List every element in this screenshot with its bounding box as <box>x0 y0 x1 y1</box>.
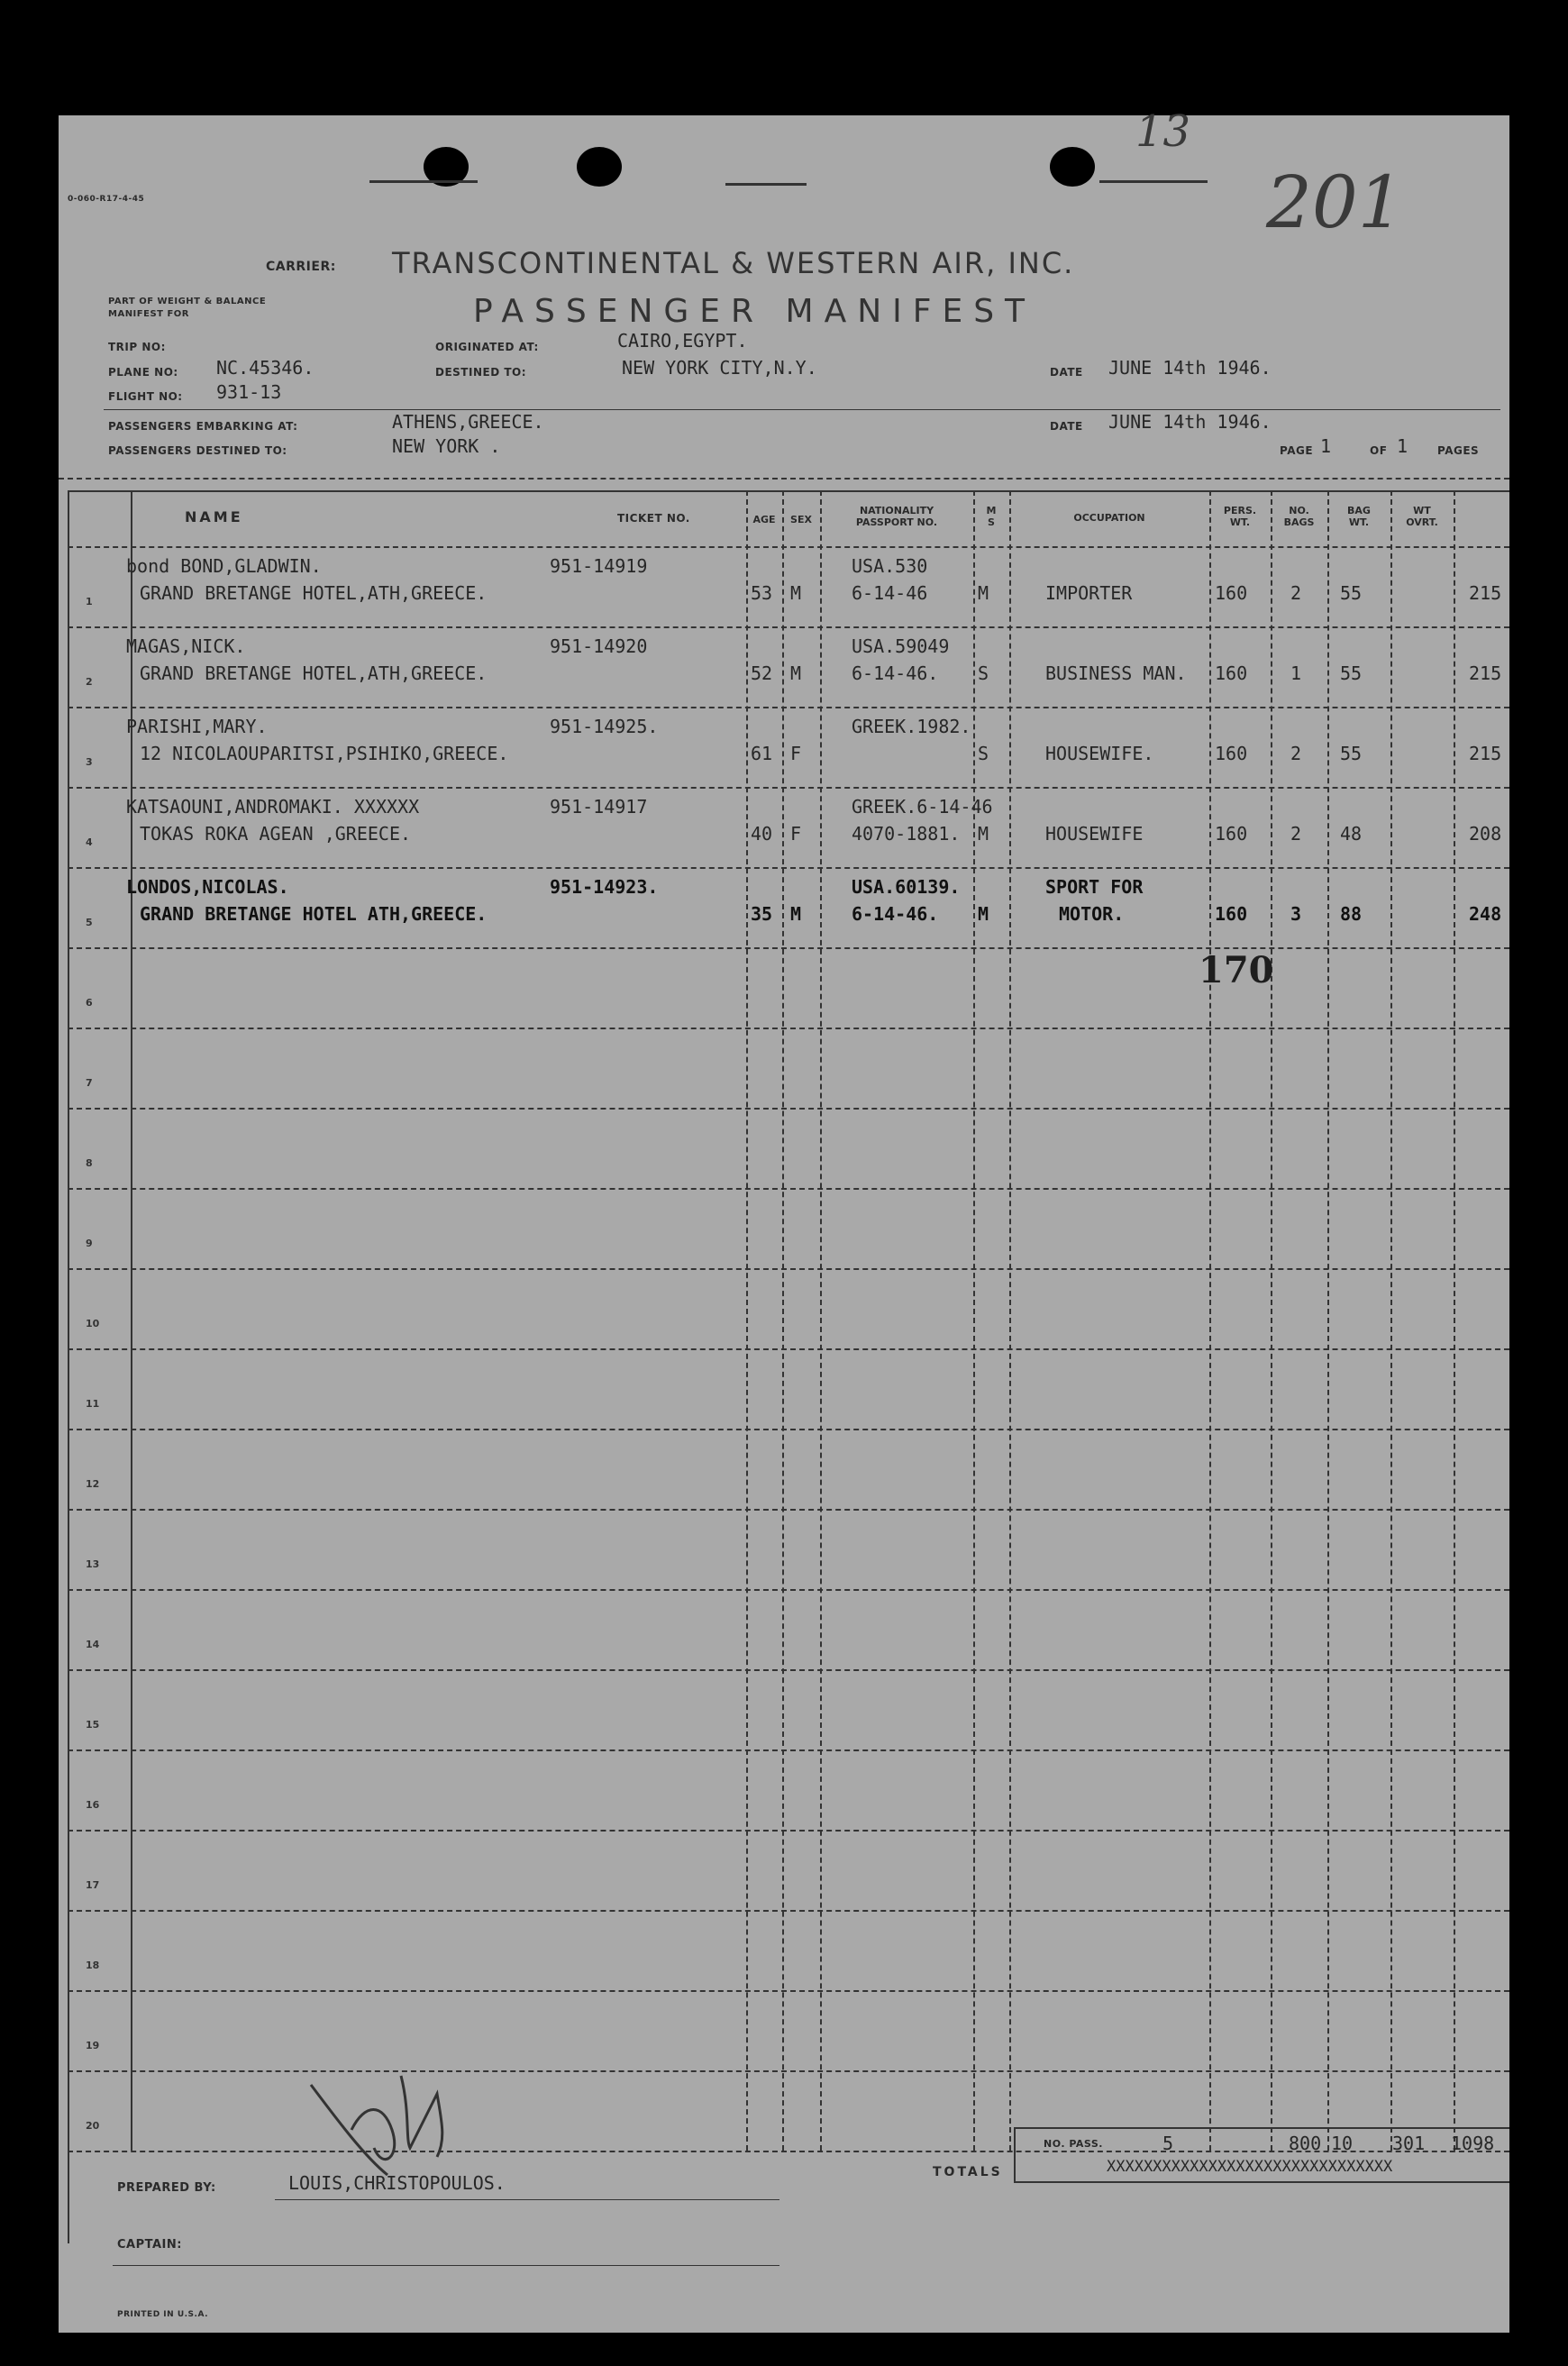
passenger-age: 40 <box>751 823 773 845</box>
passenger-ms: S <box>978 662 989 684</box>
date-value-1: JUNE 14th 1946. <box>1108 357 1272 379</box>
row-number: 11 <box>86 1398 100 1410</box>
passenger-occ1: SPORT FOR <box>1045 876 1144 898</box>
punch-hole <box>1050 147 1095 187</box>
manifest-note-1: PART OF WEIGHT & BALANCE <box>108 297 267 306</box>
prepared-by-value: LOUIS,CHRISTOPOULOS. <box>288 2172 506 2194</box>
trip-no-label: TRIP NO: <box>108 341 166 353</box>
passenger-bagwt: 55 <box>1340 743 1363 764</box>
passenger-occ1: BUSINESS MAN. <box>1045 662 1187 684</box>
row-number: 9 <box>86 1238 93 1249</box>
carrier-name: TRANSCONTINENTAL & WESTERN AIR, INC. <box>392 246 1075 280</box>
passenger-nat1: USA.59049 <box>852 635 950 657</box>
passenger-line1: KATSAOUNI,ANDROMAKI. XXXXXX <box>126 796 420 818</box>
page-number: 1 <box>1320 435 1332 457</box>
captain-label: CAPTAIN: <box>117 2238 182 2252</box>
passenger-line1: bond BOND,GLADWIN. <box>126 555 322 577</box>
passenger-line1: MAGAS,NICK. <box>126 635 246 657</box>
passenger-pers: 160 <box>1215 662 1248 684</box>
originated-at-label: ORIGINATED AT: <box>435 341 539 353</box>
passenger-line2: 12 NICOLAOUPARITSI,PSIHIKO,GREECE. <box>140 743 509 764</box>
col-header-name: NAME <box>185 508 243 525</box>
destined-to-pass-value: NEW YORK . <box>392 435 501 457</box>
passenger-ms: M <box>978 903 989 925</box>
passenger-occ2: MOTOR. <box>1059 903 1125 925</box>
col-header-nationality: NATIONALITY PASSPORT NO. <box>855 505 938 528</box>
row-number: 4 <box>86 836 93 848</box>
col-header-no-bags: NO. BAGS <box>1283 505 1315 528</box>
passenger-bagwt: 55 <box>1340 582 1363 604</box>
page-label: PAGE <box>1280 444 1314 457</box>
passenger-bagwt: 55 <box>1340 662 1363 684</box>
handwritten-mark: 13 <box>1135 106 1191 157</box>
passenger-bags: 2 <box>1290 823 1302 845</box>
passenger-occ1: HOUSEWIFE <box>1045 823 1144 845</box>
col-header-ticket: TICKET NO. <box>617 512 690 525</box>
form-code: 0-060-R17-4-45 <box>68 195 145 204</box>
passenger-nat1: USA.530 <box>852 555 928 577</box>
row-number: 3 <box>86 756 93 768</box>
flight-no-value: 931-13 <box>216 381 282 403</box>
passenger-ticket: 951-14919 <box>550 555 648 577</box>
passenger-line1: PARISHI,MARY. <box>126 716 268 737</box>
row-number: 10 <box>86 1318 100 1329</box>
total-pers-wt: 800 <box>1289 2133 1322 2154</box>
passenger-ms: M <box>978 823 989 845</box>
row-number: 1 <box>86 596 93 607</box>
printed-note: PRINTED IN U.S.A. <box>117 2310 208 2319</box>
passenger-nat2: 4070-1881. <box>852 823 961 845</box>
passenger-pers: 160 <box>1215 903 1248 925</box>
passenger-ticket: 951-14923. <box>550 876 659 898</box>
row-number: 17 <box>86 1879 100 1891</box>
passenger-sex: F <box>790 743 802 764</box>
row-number: 12 <box>86 1478 100 1490</box>
destined-to-pass-label: PASSENGERS DESTINED TO: <box>108 444 287 457</box>
page-total: 1 <box>1397 435 1408 457</box>
passenger-bagwt: 88 <box>1340 903 1363 925</box>
embarking-at-label: PASSENGERS EMBARKING AT: <box>108 420 298 433</box>
plane-no-label: PLANE NO: <box>108 366 178 379</box>
passenger-nat1: GREEK.1982. <box>852 716 971 737</box>
document-title: PASSENGER MANIFEST <box>473 293 1036 330</box>
flight-no-label: FLIGHT NO: <box>108 390 183 403</box>
passenger-bags: 1 <box>1290 662 1302 684</box>
passenger-nat1: GREEK.6-14-46 <box>852 796 993 818</box>
row-number: 18 <box>86 1959 100 1971</box>
date-label-2: DATE <box>1050 420 1083 433</box>
total-no-pass: 5 <box>1162 2133 1174 2154</box>
passenger-nat2: 6-14-46. <box>852 662 939 684</box>
handwritten-page-number: 201 <box>1266 160 1404 244</box>
passenger-wt: 208 <box>1469 823 1502 845</box>
passenger-ticket: 951-14925. <box>550 716 659 737</box>
passenger-ticket: 951-14917 <box>550 796 648 818</box>
passenger-ms: S <box>978 743 989 764</box>
row-number: 13 <box>86 1558 100 1570</box>
row-number: 7 <box>86 1077 93 1089</box>
passenger-bags: 2 <box>1290 743 1302 764</box>
row-number: 6 <box>86 997 93 1009</box>
passenger-wt: 248 <box>1469 903 1502 925</box>
passenger-age: 52 <box>751 662 773 684</box>
row-number: 15 <box>86 1719 100 1731</box>
row-number: 19 <box>86 2040 100 2051</box>
date-label-1: DATE <box>1050 366 1083 379</box>
passenger-sex: M <box>790 662 802 684</box>
col-header-wt-ovrt: WT OVRT. <box>1406 505 1438 528</box>
destined-to-value: NEW YORK CITY,N.Y. <box>622 357 817 379</box>
manifest-note-2: MANIFEST FOR <box>108 309 189 319</box>
passenger-sex: F <box>790 823 802 845</box>
plane-no-value: NC.45346. <box>216 357 315 379</box>
passenger-sex: M <box>790 582 802 604</box>
destined-to-label: DESTINED TO: <box>435 366 527 379</box>
totals-strike: XXXXXXXXXXXXXXXXXXXXXXXXXXXXXXX <box>1107 2158 1393 2176</box>
passenger-pers: 160 <box>1215 743 1248 764</box>
passenger-bags: 3 <box>1290 903 1302 925</box>
of-label: OF <box>1370 444 1388 457</box>
passenger-ms: M <box>978 582 989 604</box>
passenger-nat2: 6-14-46. <box>852 903 939 925</box>
total-wt-ovrt: 1098 <box>1451 2133 1495 2154</box>
passenger-line2: GRAND BRETANGE HOTEL,ATH,GREECE. <box>140 582 488 604</box>
col-header-ms: M S <box>986 505 997 528</box>
passenger-bagwt: 48 <box>1340 823 1363 845</box>
passenger-nat2: 6-14-46 <box>852 582 928 604</box>
passenger-wt: 215 <box>1469 662 1502 684</box>
passenger-pers: 160 <box>1215 823 1248 845</box>
col-header-pers-wt: PERS. WT. <box>1223 505 1257 528</box>
passenger-occ1: IMPORTER <box>1045 582 1133 604</box>
passenger-pers: 160 <box>1215 582 1248 604</box>
no-pass-label: NO. PASS. <box>1044 2138 1103 2150</box>
carrier-label: CARRIER: <box>266 260 336 274</box>
row-number: 16 <box>86 1799 100 1811</box>
col-header-sex: SEX <box>790 514 812 525</box>
row-number: 8 <box>86 1157 93 1169</box>
passenger-nat1: USA.60139. <box>852 876 961 898</box>
passenger-bags: 2 <box>1290 582 1302 604</box>
passenger-age: 53 <box>751 582 773 604</box>
punch-hole <box>577 147 622 187</box>
prepared-by-label: PREPARED BY: <box>117 2181 216 2195</box>
passenger-line2: GRAND BRETANGE HOTEL ATH,GREECE. <box>140 903 488 925</box>
passenger-ticket: 951-14920 <box>550 635 648 657</box>
embarking-at-value: ATHENS,GREECE. <box>392 411 544 433</box>
passenger-line2: TOKAS ROKA AGEAN ,GREECE. <box>140 823 412 845</box>
passenger-sex: M <box>790 903 802 925</box>
row-number: 2 <box>86 676 93 688</box>
passenger-wt: 215 <box>1469 743 1502 764</box>
col-header-bag-wt: BAG WT. <box>1347 505 1371 528</box>
passenger-occ1: HOUSEWIFE. <box>1045 743 1154 764</box>
originated-at-value: CAIRO,EGYPT. <box>617 330 748 352</box>
passenger-age: 35 <box>751 903 773 925</box>
handwritten-170: 170 <box>1199 949 1274 991</box>
date-value-2: JUNE 14th 1946. <box>1108 411 1272 433</box>
passenger-wt: 215 <box>1469 582 1502 604</box>
passenger-line2: GRAND BRETANGE HOTEL,ATH,GREECE. <box>140 662 488 684</box>
col-header-age: AGE <box>752 514 776 525</box>
totals-label: TOTALS <box>933 2165 1003 2179</box>
col-header-occupation: OCCUPATION <box>1073 512 1145 524</box>
row-number: 5 <box>86 917 93 928</box>
manifest-sheet <box>59 106 1509 2333</box>
passenger-line1: LONDOS,NICOLAS. <box>126 876 289 898</box>
row-number: 20 <box>86 2120 100 2132</box>
total-bag-wt: 301 <box>1392 2133 1426 2154</box>
row-number: 14 <box>86 1639 100 1650</box>
total-no-bags: 10 <box>1331 2133 1354 2154</box>
passenger-age: 61 <box>751 743 773 764</box>
pages-label: PAGES <box>1437 444 1480 457</box>
signature <box>302 2058 482 2184</box>
